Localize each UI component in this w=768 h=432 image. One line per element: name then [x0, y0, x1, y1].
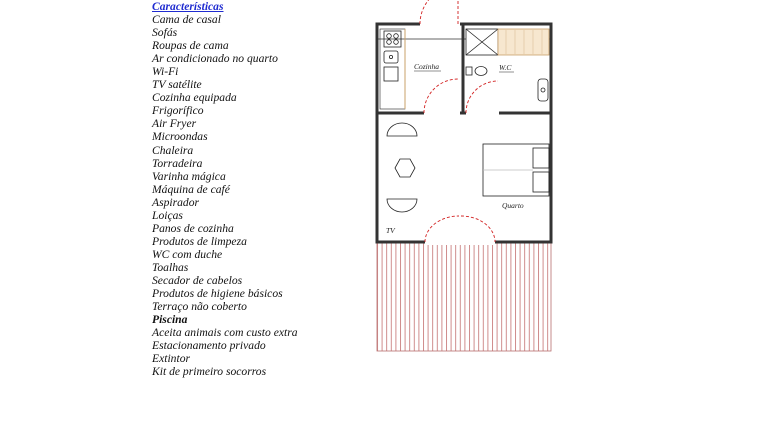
- feature-item: Microondas: [152, 130, 208, 144]
- extra-item: Kit de primeiro socorros: [152, 365, 267, 379]
- feature-item: Varinha mágica: [152, 169, 226, 183]
- kitchen-label: Cozinha: [414, 62, 440, 71]
- feature-item: Wi-Fi: [152, 65, 179, 79]
- walls: [377, 24, 551, 242]
- table-icon: [395, 159, 415, 177]
- pool-heading: Piscina: [152, 313, 188, 327]
- feature-item: WC com duche: [152, 247, 223, 261]
- sink-icon: [384, 51, 398, 63]
- tv-label: TV: [386, 226, 395, 235]
- feature-item: Chaleira: [152, 143, 194, 157]
- extra-item: Aceita animais com custo extra: [152, 326, 298, 340]
- features-heading[interactable]: Características: [152, 0, 224, 13]
- feature-item: Ar condicionado no quarto: [152, 52, 278, 66]
- bathroom-sink-icon: [538, 79, 548, 101]
- features-list: [152, 0, 362, 378]
- feature-item: Loiças: [152, 208, 183, 222]
- extra-item: Estacionamento privado: [152, 339, 266, 353]
- feature-item: Frigorífico: [152, 104, 204, 118]
- feature-item: Panos de cozinha: [152, 221, 234, 235]
- feature-item: Produtos de limpeza: [152, 234, 247, 248]
- feature-item: Aspirador: [152, 195, 200, 209]
- feature-item: Terraço não coberto: [152, 300, 247, 314]
- bedroom-furniture: [387, 123, 549, 212]
- floor-plan: [372, 0, 556, 356]
- terrace-deck: [377, 241, 551, 351]
- feature-item: Secador de cabelos: [152, 273, 243, 287]
- feature-item: Cozinha equipada: [152, 91, 237, 105]
- fridge-icon: [384, 67, 398, 81]
- feature-item: Cama de casal: [152, 13, 221, 27]
- feature-item: Torradeira: [152, 156, 203, 170]
- toilet-icon: [475, 67, 487, 76]
- kitchen-fixtures: [380, 29, 405, 109]
- feature-item: Produtos de higiene básicos: [152, 287, 283, 301]
- bedroom-label: Quarto: [502, 201, 524, 210]
- feature-item: Toalhas: [152, 260, 189, 274]
- feature-item: Roupas de cama: [152, 39, 229, 53]
- feature-item: Sofás: [152, 26, 178, 40]
- feature-item: TV satélite: [152, 78, 202, 92]
- feature-item: Máquina de café: [152, 182, 230, 196]
- feature-item: Air Fryer: [152, 117, 197, 131]
- sofa-top-icon: [387, 123, 417, 136]
- sofa-bottom-icon: [387, 199, 417, 212]
- extra-item: Extintor: [152, 352, 190, 366]
- wc-label: W.C: [499, 63, 512, 72]
